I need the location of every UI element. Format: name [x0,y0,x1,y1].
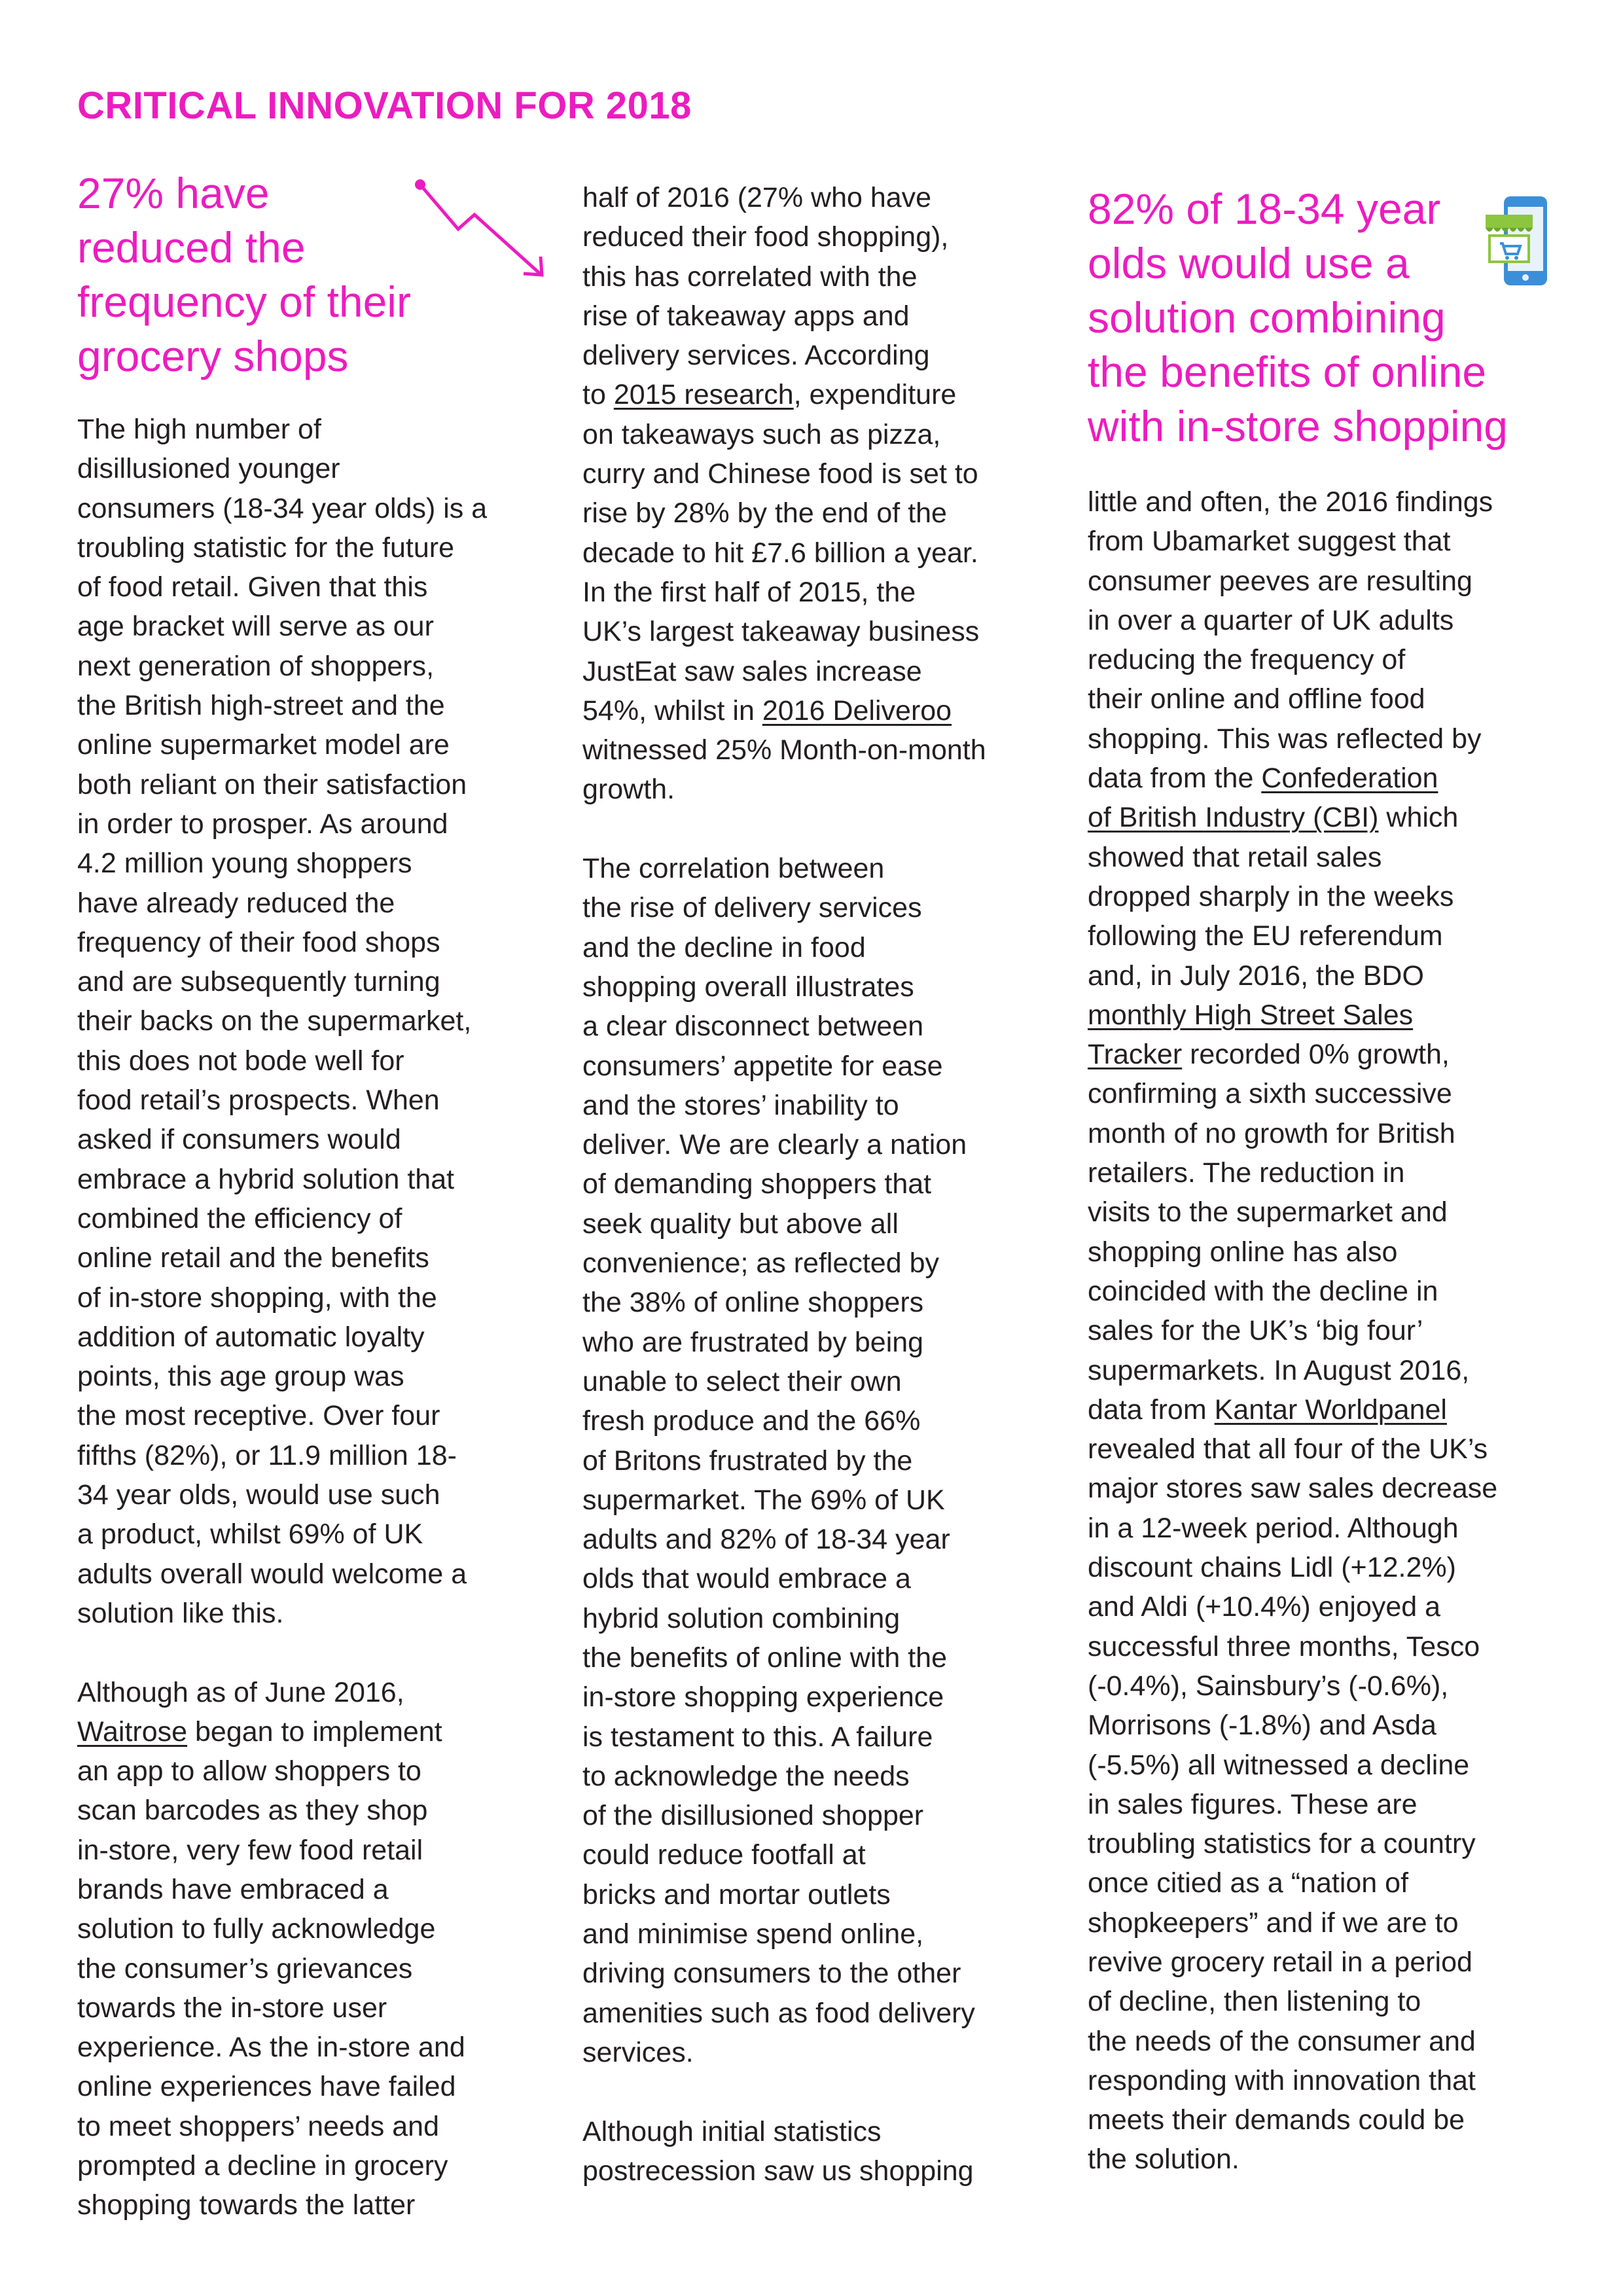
text-line: (-5.5%) all witnessed a decline [1088,1749,1470,1781]
text-line: to meet shoppers’ needs and [77,2110,439,2142]
text-line: deliver. We are clearly a nation [582,1129,967,1161]
text-line: in order to prosper. As around [77,808,448,840]
text-line [582,375,1080,414]
text-fragment: which [1378,802,1459,834]
text-fragment: recorded 0% growth, [1182,1039,1450,1071]
text-line: of the disillusioned shopper [582,1800,924,1832]
text-line: services. [582,2036,694,2068]
text-line: month of no growth for British [1088,1117,1455,1149]
text-line: brands have embraced a [77,1873,389,1905]
text-line: online experiences have failed [77,2071,456,2103]
text-line: solution like this. [77,1597,284,1629]
deliveroo-link[interactable]: 2016 Deliveroo [762,694,952,726]
text-line: shopping overall illustrates [582,971,914,1003]
text-line: the rise of delivery services [582,892,922,924]
text-line: sales for the UK’s ‘big four’ [1088,1315,1423,1347]
paragraph [1088,1429,1585,2179]
text-line: UK’s largest takeaway business [582,616,980,648]
pull-quote-line: grocery shops [77,332,349,380]
text-line: in-store shopping experience [582,1681,944,1713]
text-line: half of 2016 (27% who have [582,182,932,213]
text-line: have already reduced the [77,887,395,919]
text-line: troubling statistics for a country [1088,1828,1476,1860]
pull-quote-line: reduced the [77,223,306,272]
pull-quote-line: with in-store shopping [1088,402,1508,450]
text-line: rise by 28% by the end of the [582,497,947,529]
text-line: fifths (82%), or 11.9 million 18- [77,1439,457,1471]
text-line: unable to select their own [582,1365,902,1397]
text-line: driving consumers to the other [582,1958,961,1990]
text-fragment: data from the [1088,762,1262,795]
text-line [582,691,1080,730]
paragraph [1088,1074,1585,1390]
text-line: once citied as a “nation of [1088,1867,1409,1899]
text-line: and, in July 2016, the BDO [1088,960,1424,992]
text-line [77,1712,575,1751]
text-line: retailers. The reduction in [1088,1157,1405,1189]
text-line: growth. [582,774,675,806]
cbi-link[interactable]: of British Industry (CBI) [1088,802,1379,834]
pull-quote-line: the benefits of online [1088,348,1487,396]
text-line: solution to fully acknowledge [77,1913,436,1945]
text-line [1088,1035,1585,1074]
text-fragment: 54%, whilst in [582,694,762,726]
text-line: showed that retail sales [1088,841,1382,873]
text-line: who are frustrated by being [582,1326,924,1358]
text-line: shopping online has also [1088,1236,1398,1268]
text-line [1088,1390,1585,1429]
text-line: delivery services. According [582,340,930,372]
text-line: points, this age group was [77,1361,404,1393]
pull-quote-line: olds would use a [1088,239,1410,287]
text-line: adults and 82% of 18-34 year [582,1524,950,1556]
text-line: of food retail. Given that this [77,571,428,603]
text-line: in a 12-week period. Although [1088,1512,1459,1544]
text-line: reduced their food shopping), [582,221,949,253]
text-line: responding with innovation that [1088,2064,1476,2096]
text-line: decade to hit £7.6 billion a year. [582,537,978,569]
bdo-tracker-link[interactable]: monthly High Street Sales [1088,999,1414,1031]
text-fragment: to [582,379,614,411]
text-line: little and often, the 2016 findings [1088,486,1493,518]
text-line: the 38% of online shoppers [582,1287,924,1319]
text-line: Although as of June 2016, [77,1676,404,1708]
text-line: supermarket. The 69% of UK [582,1484,945,1516]
text-line: amenities such as food delivery [582,1997,975,2029]
text-line: their online and offline food [1088,683,1425,715]
text-line: is testament to this. A failure [582,1721,933,1753]
text-line [1088,759,1585,798]
text-line: experience. As the in-store and [77,2032,465,2064]
text-line: food retail’s prospects. When [77,1085,440,1117]
text-line [1088,798,1585,837]
paragraph [582,178,1080,375]
text-line: of Britons frustrated by the [582,1444,913,1477]
waitrose-link[interactable]: Waitrose [77,1715,188,1748]
text-line: 4.2 million young shoppers [77,848,412,880]
text-line: addition of automatic loyalty [77,1321,425,1353]
text-line: dropped sharply in the weeks [1088,880,1454,912]
pull-quote-line: frequency of their [77,278,411,326]
text-line: visits to the supermarket and [1088,1196,1448,1229]
text-line: olds that would embrace a [582,1563,911,1595]
text-line: their backs on the supermarket, [77,1005,472,1037]
text-line: troubling statistic for the future [77,531,455,564]
column-middle [582,178,1080,2191]
text-line: the British high-street and the [77,690,445,722]
text-line: discount chains Lidl (+12.2%) [1088,1552,1456,1584]
text-line: embrace a hybrid solution that [77,1163,455,1195]
paragraph [582,2112,1080,2191]
text-line: and the stores’ inability to [582,1089,899,1121]
text-line: supermarkets. In August 2016, [1088,1354,1470,1386]
text-line: an app to allow shoppers to [77,1755,421,1787]
text-line: a product, whilst 69% of UK [77,1518,423,1551]
text-fragment: , expenditure [793,379,957,411]
text-line: this has correlated with the [582,260,918,293]
text-line: (-0.4%), Sainsbury’s (-0.6%), [1088,1670,1449,1702]
text-line: Although initial statistics [582,2115,882,2147]
paragraph [77,410,575,1633]
text-line: curry and Chinese food is set to [582,458,978,490]
pull-quote-left [77,166,575,384]
text-line: confirming a sixth successive [1088,1078,1452,1110]
text-line: disillusioned younger [77,453,340,485]
text-line: the solution. [1088,2144,1240,2176]
text-line: on takeaways such as pizza, [582,418,941,450]
text-fragment: data from [1088,1393,1215,1426]
column-left [77,166,575,2225]
text-line: coincided with the decline in [1088,1275,1438,1307]
paragraph [582,849,1080,2072]
text-line: online retail and the benefits [77,1242,429,1274]
bdo-tracker-link[interactable]: Tracker [1088,1039,1183,1071]
pull-quote-line: 27% have [77,169,270,217]
text-line: a clear disconnect between [582,1011,924,1043]
text-line: of demanding shoppers that [582,1168,932,1200]
text-line: In the first half of 2015, the [582,576,916,608]
text-line: witnessed 25% Month-on-month [582,734,986,766]
text-line: the needs of the consumer and [1088,2025,1476,2057]
text-line: The high number of [77,414,321,445]
text-line: shopping towards the latter [77,2189,416,2221]
text-line: JustEat saw sales increase [582,655,922,687]
text-line: consumers’ appetite for ease [582,1050,943,1082]
text-line: both reliant on their satisfaction [77,768,467,800]
text-fragment: began to implement [187,1715,442,1748]
text-line: this does not bode well for [77,1045,404,1077]
text-line: rise of takeaway apps and [582,300,910,332]
text-line: the consumer’s grievances [77,1952,413,1984]
text-line: of decline, then listening to [1088,1986,1421,2018]
text-line: The correlation between [582,853,885,885]
paragraph [77,1751,575,2225]
text-line: fresh produce and the 66% [582,1405,921,1437]
paragraph [1088,838,1585,996]
text-line: next generation of shoppers, [77,650,435,682]
text-line: of in-store shopping, with the [77,1282,437,1314]
text-line: shopping. This was reflected by [1088,723,1482,755]
text-line: the benefits of online with the [582,1641,947,1674]
text-line: and Aldi (+10.4%) enjoyed a [1088,1591,1441,1623]
kantar-link[interactable]: Kantar Worldpanel [1214,1393,1447,1426]
text-line: seek quality but above all [582,1208,899,1240]
text-line: in over a quarter of UK adults [1088,604,1454,636]
text-line: 34 year olds, would use such [77,1479,440,1511]
text-line: successful three months, Tesco [1088,1630,1480,1662]
text-line: in-store, very few food retail [77,1834,423,1866]
text-line: Morrisons (-1.8%) and Asda [1088,1710,1436,1742]
text-line: hybrid solution combining [582,1602,901,1634]
text-line: revealed that all four of the UK’s [1088,1433,1488,1465]
text-line: age bracket will serve as our [77,611,434,643]
text-line: and the decline in food [582,931,866,963]
text-line: online supermarket model are [77,729,450,761]
text-line: in sales figures. These are [1088,1788,1418,1820]
research-2015-link[interactable]: 2015 research [613,379,794,411]
pull-quote-right [1088,182,1585,454]
text-line: scan barcodes as they shop [77,1795,428,1827]
text-line: revive grocery retail in a period [1088,1946,1472,1978]
text-line: consumer peeves are resulting [1088,565,1472,597]
text-line: and are subsequently turning [77,966,440,998]
pull-quote-line: 82% of 18-34 year [1088,185,1441,233]
text-line: asked if consumers would [77,1124,401,1156]
cbi-link[interactable]: Confederation [1261,762,1438,795]
text-line: towards the in-store user [77,1992,387,2024]
pull-quote-line: solution combining [1088,293,1446,342]
paragraph [582,730,1080,810]
text-line: convenience; as reflected by [582,1247,939,1280]
text-line [1088,996,1585,1035]
paragraph [582,415,1080,691]
text-line: and minimise spend online, [582,1918,924,1950]
text-line: major stores saw sales decrease [1088,1473,1498,1505]
text-line: combined the efficiency of [77,1202,402,1234]
text-line: bricks and mortar outlets [582,1878,891,1910]
text-line: prompted a decline in grocery [77,2150,448,2182]
text-line: the most receptive. Over four [77,1400,440,1432]
text-line: reducing the frequency of [1088,644,1406,676]
text-line: could reduce footfall at [582,1839,866,1871]
text-line: meets their demands could be [1088,2104,1465,2136]
page-heading: CRITICAL INNOVATION FOR 2018 [77,84,692,127]
text-line: to acknowledge the needs [582,1760,910,1792]
text-line: shopkeepers” and if we are to [1088,1907,1459,1939]
column-right [1088,182,1585,2179]
paragraph [1088,482,1585,759]
text-line: frequency of their food shops [77,926,440,958]
text-line: from Ubamarket suggest that [1088,526,1451,558]
text-line: adults overall would welcome a [77,1558,467,1590]
text-line: following the EU referendum [1088,920,1443,952]
text-line: postrecession saw us shopping [582,2155,974,2187]
text-line: consumers (18-34 year olds) is a [77,492,488,524]
